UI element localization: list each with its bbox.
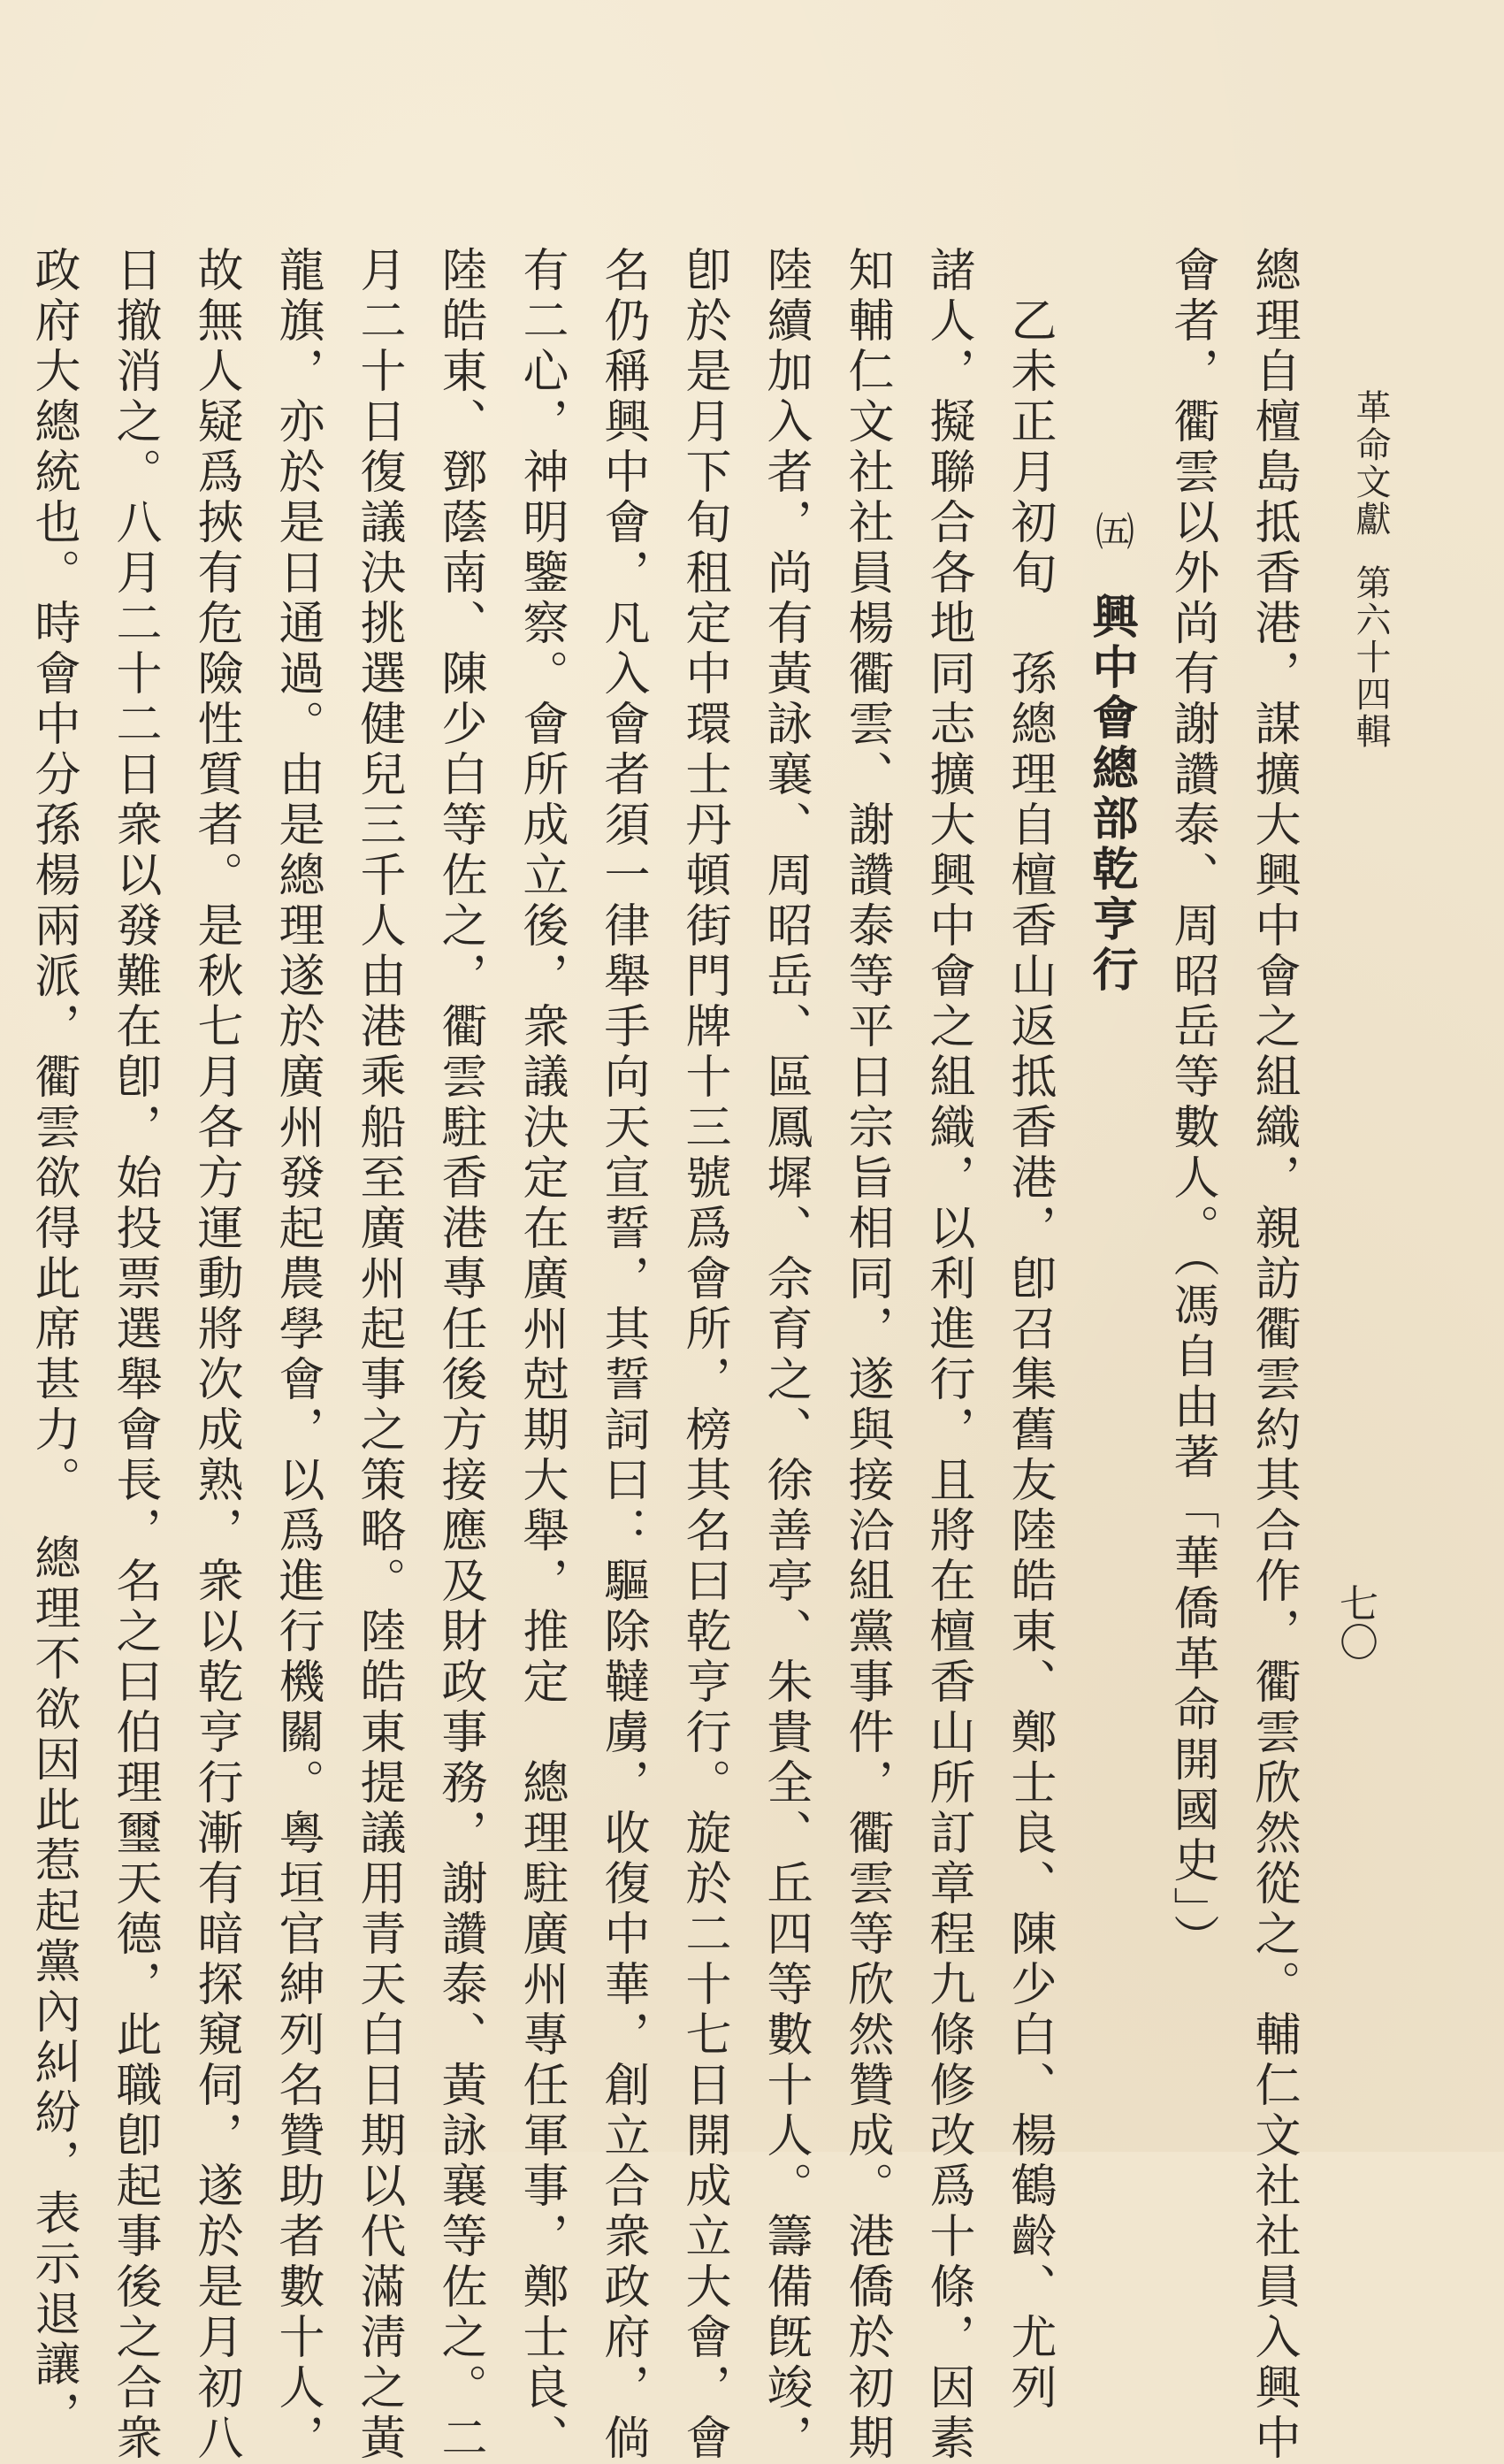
running-head: [1350, 389, 1391, 750]
text-column: 總理自檀島抵香港，謀擴大興中會之組織，親訪衢雲約其合作，衢雲欣然從之。輔仁文社社員入興中: [1247, 246, 1300, 2464]
text-column: 名仍稱興中會，凡入會者須一律舉手向天宣誓，其誓詞曰：驅除韃虜，收復中華，創立合衆政府，倘: [596, 246, 649, 2464]
body-text: [0, 246, 1314, 2464]
text-column: 政府大總統也。時會中分孫楊兩派，衢雲欲得此席甚力。 總理不欲因此惹起黨內糾紛，表示退讓，: [27, 246, 80, 2441]
text-column: 卽於是月下旬租定中環士丹頓街門牌十三號爲會所，榜其名曰乾亨行。旋於二十七日開成立大會，會: [677, 246, 730, 2464]
section-title: 興中會總部乾亨行: [1084, 593, 1138, 997]
section-number: ㈤: [1088, 511, 1134, 555]
text-column: 會者，衢雲以外尚有謝讚泰、周昭岳等數人。（馮自由著「華僑革命開國史」）: [1165, 246, 1218, 1964]
text-column: 月二十日復議決挑選健兒三千人由港乘船至廣州起事之策略。陸皓東提議用青天白日期以代滿淸之黃: [352, 246, 405, 2464]
publication-title: 革命文獻: [1350, 389, 1391, 538]
text-column: [0, 246, 12, 1926]
text-column: 陸皓東、鄧蔭南、陳少白等佐之，衢雲駐香港專任後方接應及財政事務，謝讚泰、黃詠襄等佐之。二: [433, 246, 486, 2464]
text-column: 故無人疑爲挾有危險性質者。是秋七月各方運動將次成熟，衆以乾亨行漸有暗探窺伺，遂於是月初八: [189, 246, 242, 2464]
text-column: 日撤消之。八月二十二日衆以發難在卽，始投票選舉會長，名之曰伯理璽天德，此職卽起事後之合衆: [108, 246, 161, 2464]
text-column: 乙未正月初旬 孫總理自檀香山返抵香港，卽召集舊友陸皓東、鄭士良、陳少白、楊鶴齡、尤列: [1003, 246, 1056, 2414]
text-column: 諸人，擬聯合各地同志擴大興中會之組織，以利進行，且將在檀香山所訂章程九條修改爲十條，因素: [921, 246, 974, 2464]
text-column: 龍旗，亦於是日通過。由是總理遂於廣州發起農學會，以爲進行機關。粵垣官紳列名贊助者數十人，: [271, 246, 324, 2464]
section-heading: [1070, 246, 1151, 1926]
text-column: 有二心，神明鑒察。會所成立後，衆議決定在廣州尅期大舉，推定 總理駐廣州專任軍事，鄭士良、: [515, 246, 568, 2464]
text-column: 知輔仁文社社員楊衢雲、謝讚泰等平日宗旨相同，遂與接洽組黨事件，衢雲等欣然贊成。港僑於初期: [840, 246, 893, 2464]
text-column: 陸續加入者，尚有黃詠襄、周昭岳、區鳳墀、佘育之、徐善亭、朱貴全、丘四等數十人。籌備旣竣，: [759, 246, 812, 2464]
volume-number: 第六十四輯: [1350, 564, 1391, 750]
page-number: 七〇: [1332, 1583, 1378, 1661]
